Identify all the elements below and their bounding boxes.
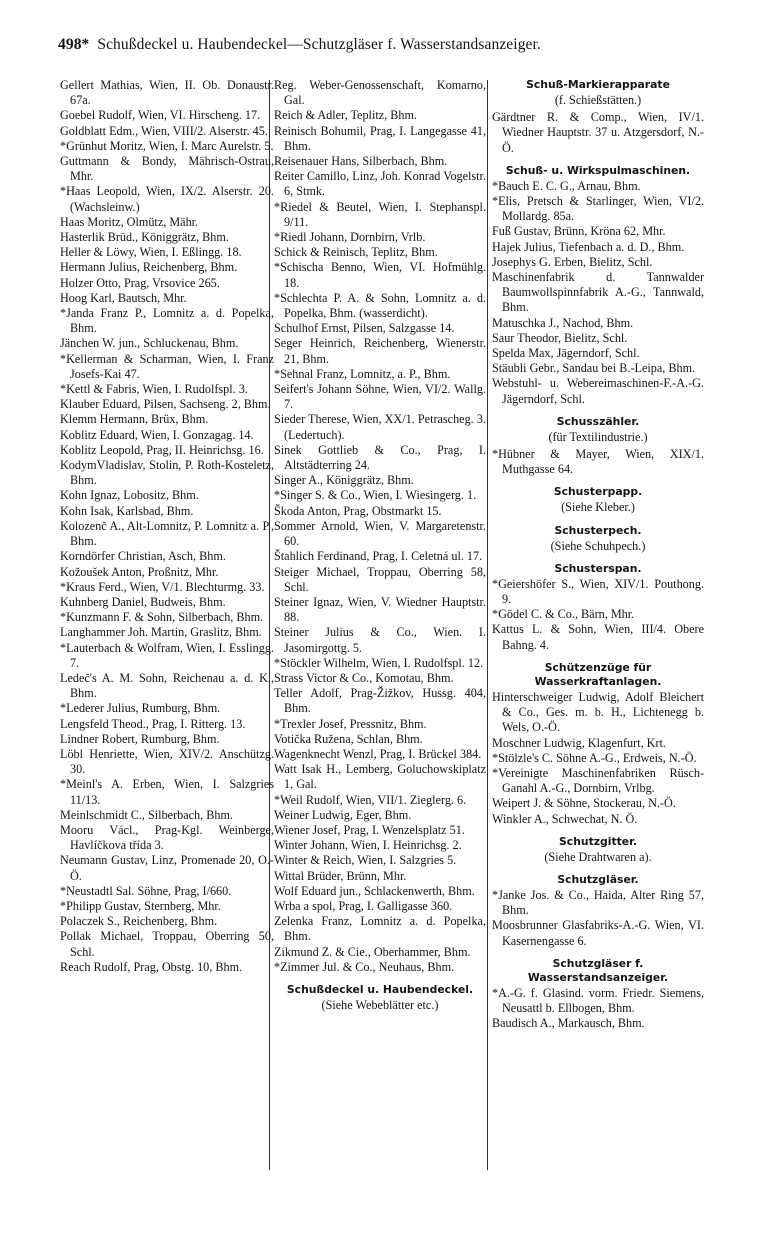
directory-entry: Goebel Rudolf, Wien, VI. Hirscheng. 17. [60,108,261,123]
directory-entry: *Riedel & Beutel, Wien, I. Stephanspl. 9/11. [274,199,486,229]
directory-entry: Pollak Michael, Troppau, Oberring 50, Schl. [60,929,274,959]
directory-entry: Wiener Josef, Prag, I. Wenzelsplatz 51. [274,822,465,837]
directory-entry: Goldblatt Edm., Wien, VIII/2. Alserstr. 45. [60,123,268,138]
directory-entry: Gellert Mathias, Wien, II. Ob. Donaustr. 67a. [60,78,274,108]
directory-entry: Štahlich Ferdinand, Prag, I. Celetná ul. 17. [274,549,483,564]
directory-entry: Ledeč's A. M. Sohn, Reichenau a. d. K., Bhm. [60,670,274,701]
directory-entry: Neumann Gustav, Linz, Promenade 20, O.-Ö. [60,853,274,883]
directory-entry: *Neustadtl Sal. Söhne, Prag, I/660. [60,883,232,898]
column-right [492,78,704,1031]
directory-entry: Klemm Hermann, Brüx, Bhm. [60,412,209,427]
directory-entry: Saur Theodor, Bielitz, Schl. [492,330,628,345]
directory-entry: Seifert's Johann Söhne, Wien, VI/2. Wallg. 7. [274,382,486,412]
directory-entry: *A.-G. f. Glasind. vorm. Friedr. Siemens, Neusattl b. Ellbogen, Bhm. [492,985,704,1015]
directory-entry: *Haas Leopold, Wien, IX/2. Alserstr. 20. (Wachsleinw.) [60,184,274,214]
directory-entry: Reisenauer Hans, Silberbach, Bhm. [274,154,448,169]
directory-entry: Seger Heinrich, Reichenberg, Wienerstr. 21, Bhm. [274,336,486,366]
directory-entry: *Riedl Johann, Dornbirn, Vrlb. [274,230,426,245]
directory-entry: Teller Adolf, Prag-Žižkov, Hussg. 404, Bhm. [274,686,486,716]
directory-entry: *Janda Franz P., Lomnitz a. d. Popelka, Bhm. [60,306,274,336]
directory-entry: *Kunzmann F. & Sohn, Silberbach, Bhm. [60,610,264,625]
section-heading: Schußdeckel u. Haubendeckel. [286,982,474,996]
directory-entry: Reiter Camillo, Linz, Joh. Konrad Vogelstr. 6, Stmk. [274,169,486,199]
directory-entry: *Bauch E. C. G., Arnau, Bhm. [492,178,641,193]
section-note: (Siehe Webeblätter etc.) [321,997,439,1012]
directory-entry: *Lederer Julius, Rumburg, Bhm. [60,701,221,716]
directory-entry: Wrba a spol, Prag, I. Galligasse 360. [274,898,453,913]
section-heading: Schuß- u. Wirkspulmaschinen. [505,163,691,177]
directory-entry: Winter & Reich, Wien, I. Salzgries 5. [274,853,457,868]
directory-entry: Langhammer Joh. Martin, Graslitz, Bhm. [60,625,262,640]
directory-entry: Koblitz Eduard, Wien, I. Gonzagag. 14. [60,427,254,442]
directory-entry: Kolozenč A., Alt-Lomnitz, P. Lomnitz a. P., Bhm. [60,518,274,549]
directory-entry: Lengsfeld Theod., Prag, I. Ritterg. 13. [60,716,246,731]
directory-entry: Singer A., Königgrätz, Bhm. [274,473,414,488]
directory-entry: Webstuhl- u. Webereimaschinen-F.-A.-G. Jägerndorf, Schl. [492,376,704,406]
directory-entry: Weipert J. & Söhne, Stockerau, N.-Ö. [492,796,676,811]
directory-entry: Schick & Reinisch, Teplitz, Bhm. [274,245,438,260]
directory-entry: Watt Isak H., Lemberg, Goluchowskiplatz 1, Gal. [274,762,486,792]
directory-entry: Hajek Julius, Tiefenbach a. d. D., Bhm. [492,239,685,254]
section-heading: Schusterpech. [554,523,642,537]
directory-entry: *Stölzle's C. Söhne A.-G., Erdweis, N.-Ö. [492,750,697,765]
section-heading: Schusterpapp. [553,485,643,499]
directory-entry: Kohn Ignaz, Lobositz, Bhm. [60,488,199,503]
section-note: (Siehe Drahtwaren a). [544,849,652,864]
directory-entry: Reich & Adler, Teplitz, Bhm. [274,108,417,123]
directory-entry: Reg. Weber-Genossenschaft, Komarno, Gal. [274,78,486,108]
directory-entry: Moschner Ludwig, Klagenfurt, Krt. [492,735,666,750]
directory-entry: *Philipp Gustav, Sternberg, Mhr. [60,898,221,913]
directory-entry: Zelenka Franz, Lomnitz a. d. Popelka, Bhm. [274,914,486,944]
directory-entry: *Weil Rudolf, Wien, VII/1. Zieglerg. 6. [274,792,467,807]
section-heading: Schuß-Markierapparate [526,78,670,91]
directory-entry: *Hübner & Mayer, Wien, XIX/1. Muthgasse 64. [492,447,704,477]
directory-entry: *Elis, Pretsch & Starlinger, Wien, VI/2. Mollardg. 85a. [492,194,704,224]
section-heading: Schutzgläser. [557,872,639,886]
directory-entry: Reach Rudolf, Prag, Obstg. 10, Bhm. [60,959,243,974]
directory-entry: Lindner Robert, Rumburg, Bhm. [60,731,220,746]
directory-entry: Steiner Julius & Co., Wien. I. Jasomirgottg. 5. [274,625,486,655]
directory-entry: Kohn Isak, Karlsbad, Bhm. [60,503,194,518]
directory-entry: *Vereinigte Maschinenfabriken Rüsch-Ganahl A.-G., Dornbirn, Vrlbg. [492,765,704,796]
directory-entry: Hasterlik Brüd., Königgrätz, Bhm. [60,230,229,245]
directory-entry: KodymVladislav, Stolin, P. Roth-Kosteletz, Bhm. [60,458,274,488]
section-note: (Siehe Kleber.) [561,500,635,515]
directory-entry: Haas Moritz, Olmütz, Mähr. [60,214,199,229]
directory-entry: *Grünhut Moritz, Wien, I. Marc Aurelstr. 5. [60,138,274,153]
directory-entry: Moosbrunner Glasfabriks-A.-G. Wien, VI. Kasernengasse 6. [492,918,704,948]
section-heading: Schutzgläser f. Wasserstandsanzeiger. [527,956,669,984]
directory-entry: *Singer S. & Co., Wien, I. Wiesingerg. 1. [274,488,477,503]
directory-entry: Steiner Ignaz, Wien, V. Wiedner Hauptstr. 88. [274,594,486,625]
directory-entry: Kuhnberg Daniel, Budweis, Bhm. [60,594,226,609]
directory-entry: Meinlschmidt C., Silberbach, Bhm. [60,807,233,822]
directory-entry: Wittal Brüder, Brünn, Mhr. [274,868,407,883]
directory-entry: *Kellerman & Scharman, Wien, I. Franz Josefs-Kai 47. [60,351,274,381]
column-left [60,78,274,975]
directory-entry: Josephys G. Erben, Bielitz, Schl. [492,254,653,269]
directory-entry: Maschinenfabrik d. Tannwalder Baumwollspinnfabrik A.-G., Tannwald, Bhm. [492,270,704,315]
directory-entry: Mooru Václ., Prag-Kgl. Weinberge, Havlíčkova třída 3. [60,822,274,853]
directory-entry: *Geiershöfer S., Wien, XIV/1. Pouthong. 9. [492,576,704,607]
directory-entry: *Gödel C. & Co., Bärn, Mhr. [492,607,635,622]
directory-entry: *Sehnal Franz, Lomnitz, a. P., Bhm. [274,366,451,381]
section-heading: Schusszähler. [556,414,640,428]
directory-entry: *Janke Jos. & Co., Haida, Alter Ring 57, Bhm. [492,887,704,918]
directory-entry: Klauber Eduard, Pilsen, Sachseng. 2, Bhm. [60,397,271,412]
directory-entry: Baudisch A., Markausch, Bhm. [492,1016,645,1031]
page-number: 498* [58,36,90,53]
directory-entry: Spelda Max, Jägerndorf, Schl. [492,346,640,361]
directory-entry: Korndörfer Christian, Asch, Bhm. [60,549,226,564]
directory-entry: *Kettl & Fabris, Wien, I. Rudolfspl. 3. [60,382,248,397]
directory-entry: Koblitz Leopold, Prag, II. Heinrichsg. 16. [60,442,264,457]
directory-entry: Zikmund Z. & Cie., Oberhammer, Bhm. [274,944,471,959]
directory-entry: Stäubli Gebr., Sandau bei B.-Leipa, Bhm. [492,361,696,376]
section-heading: Schützenzüge für Wasserkraftanlagen. [534,660,662,688]
directory-entry: Matuschka J., Nachod, Bhm. [492,315,634,330]
directory-entry: Hermann Julius, Reichenberg, Bhm. [60,260,238,275]
column-middle [274,78,486,1015]
directory-entry: Fuß Gustav, Brünn, Kröna 62, Mhr. [492,224,666,239]
directory-entry: Votička Ružena, Schlan, Bhm. [274,731,423,746]
directory-entry: *Zimmer Jul. & Co., Neuhaus, Bhm. [274,959,455,974]
directory-entry: *Trexler Josef, Pressnitz, Bhm. [274,716,427,731]
directory-entry: *Meinl's A. Erben, Wien, I. Salzgries 11/13. [60,777,274,807]
directory-entry: *Schischa Benno, Wien, VI. Hofmühlg. 18. [274,260,486,290]
directory-entry: Weiner Ludwig, Eger, Bhm. [274,807,412,822]
directory-entry: Jänchen W. jun., Schluckenau, Bhm. [60,336,239,351]
directory-entry: Wolf Eduard jun., Schlackenwerth, Bhm. [274,883,475,898]
directory-entry: Gärdtner R. & Comp., Wien, IV/1. Wiedner Hauptstr. 37 u. Atzgersdorf, N.-Ö. [492,110,704,155]
section-note: (f. Schießstätten.) [554,93,642,107]
directory-entry: Polaczek S., Reichenberg, Bhm. [60,914,218,929]
directory-entry: Sieder Therese, Wien, XX/1. Petrascheg. 3. (Ledertuch). [274,412,486,442]
directory-entry: Steiger Michael, Troppau, Oberring 58, Schl. [274,564,486,594]
directory-entry: Winter Johann, Wien, I. Heinrichsg. 2. [274,838,462,853]
directory-entry: Wagenknecht Wenzl, Prag, I. Brückel 384. [274,746,482,761]
directory-entry: *Schlechta P. A. & Sohn, Lomnitz a. d. Popelka, Bhm. (wasserdicht). [274,290,486,321]
directory-entry: Hoog Karl, Bautsch, Mhr. [60,290,187,305]
directory-entry: Löbl Henriette, Wien, XIV/2. Anschützg. 30. [60,746,274,777]
directory-entry: Sinek Gottlieb & Co., Prag, I. Altstädterring 24. [274,442,486,473]
directory-entry: Hinterschweiger Ludwig, Adolf Bleichert & Co., Ges. m. b. H., Lichtenegg b. Wels, O.-Ö. [492,689,704,735]
directory-entry: Strass Victor & Co., Komotau, Bhm. [274,670,454,685]
directory-entry: *Kraus Ferd., Wien, V/1. Blechturmg. 33. [60,579,265,594]
column-divider [487,80,488,1170]
directory-entry: *Stöckler Wilhelm, Wien, I. Rudolfspl. 12. [274,655,484,670]
page-header [58,36,698,54]
directory-entry: Sommer Arnold, Wien, V. Margaretenstr. 60. [274,518,486,549]
page-title: Schußdeckel u. Haubendeckel—Schutzgläser f. Wasserstandsanzeiger. [97,36,541,53]
directory-entry: Guttmann & Bondy, Mährisch-Ostrau, Mhr. [60,154,274,184]
section-note: (Siehe Schuhpech.) [550,538,646,553]
section-heading: Schusterspan. [554,561,642,575]
directory-entry: Winkler A., Schwechat, N. Ö. [492,811,638,826]
directory-entry: Kattus L. & Sohn, Wien, III/4. Obere Bahng. 4. [492,622,704,652]
section-note: (für Textilindustrie.) [548,429,648,444]
directory-entry: Reinisch Bohumil, Prag, I. Langegasse 41, Bhm. [274,123,486,153]
directory-entry: Kožoušek Anton, Proßnitz, Mhr. [60,564,219,579]
directory-entry: Heller & Löwy, Wien, I. Eßlingg. 18. [60,245,242,260]
directory-entry: Holzer Otto, Prag, Vrsovice 265. [60,275,220,290]
directory-entry: *Lauterbach & Wolfram, Wien, I. Esslingg. 7. [60,640,274,670]
directory-entry: Škoda Anton, Prag, Obstmarkt 15. [274,503,442,518]
directory-entry: Schulhof Ernst, Pilsen, Salzgasse 14. [274,321,455,336]
section-heading: Schutzgitter. [559,834,637,848]
